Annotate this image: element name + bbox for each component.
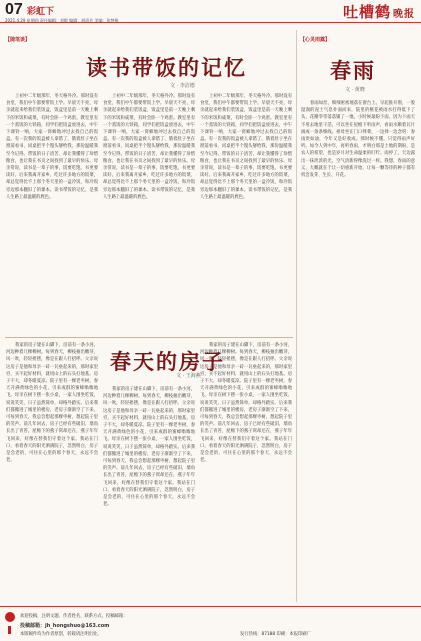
column-divider xyxy=(296,30,297,602)
column-tag-left: 【随笔谈】 xyxy=(5,37,31,43)
article-body-right: 春雨如丝，细细密密地落在窗台上。早起推开窗，一股湿润的泥土气息扑面而来，院里的桃花被雨水打得低下了头，花瓣零零落落铺了一地。小时候最盼下雨，因为下雨天不用去地里干活，可以坐在屋檐下听雨声，看雨水顺着瓦片滴成一条条细线。祖母坐在门口择菜，一边择一边念叨：春雨贵如油，今年又是好收成。那时候不懂，只觉得雨声好听。如今人到中年，再听春雨，才明白那是土地的期盼，是农人的希望，也是岁月对生命温柔的叮咛。雨停了，天边露出一抹淡淡的光，空气清新得像洗过一样。我想，春雨的意义，大概就在于让一切重新开始，让每一颗等待的种子都有机会发芽、生长、开花。 xyxy=(301,101,415,179)
article-title-right: 春雨 xyxy=(330,59,376,83)
page-number: 07 xyxy=(5,1,23,18)
date-line: 2021.4.29 星期四 责任编辑：刘敬 编辑：胡清芳 美编：张梦雅 xyxy=(5,18,119,23)
footer-notice: 欢迎投稿，注明文题、作者姓名、联系方式，投稿邮箱： xyxy=(20,614,128,619)
article-body-bottom-col2: 我家的房子建在山脚下，房前有一条小河，河边种着几棵柳树。每到春天，柳枝抽出嫩芽，风一吹，轻轻摇摆，像是在跟人打招呼。父亲说这房子是他和母亲一砖一瓦垒起来的，那时家里穷，买不起好材料，就用山上的石头打地基。房子不大，却冬暖夏凉。院子里有一棵老枣树，春天开满黄绿色的小花，引来成群的蜜蜂嗡嗡地飞。母亲在树下摆一张小桌，一家人围坐吃饭，说说笑笑，日子虽然简单，却格外踏实。后来我们都搬进了城里的楼房，老房子渐渐空了下来，可每到春天，我总会想起那棵枣树，想起院子里的笑声。前几年回去，房子已经有些破旧，墙角长出了青苔，屋檐下的燕子窝却还在，燕子年年飞回来，好像在替我们守着这个家。我站在门口，看着春天的阳光洒满院子，忽然明白，房子是会老的，可住在心里的那个春天，永远不会老。 xyxy=(103,387,195,508)
brand-logo: 吐槽鹤 晚报 xyxy=(342,3,415,21)
article-author-right: 文 · 黄晓 xyxy=(345,87,365,93)
footer-badge-icon xyxy=(5,612,15,622)
section-name: 彩虹下 xyxy=(27,7,55,17)
column-tag-right: 【心灵雨露】 xyxy=(300,37,331,43)
article-title-left: 读书带饭的记忆 xyxy=(86,56,247,80)
footer-banner xyxy=(0,606,421,641)
article-author-bottom: 文 · 王海燕 xyxy=(176,373,201,379)
article-body-left-col1: 上初中二年级那年，冬天格外冷。那时没有食堂，我们中午都要带饭上学。早晨天不亮，母亲就起来给我们装饭盒，饭盒里是前一天晚上剩下的米饭和咸菜，有时会卧一个鸡蛋。教室里有一个蒸饭的大铁箱，同学们把饭盒放进去，中午下课铃一响，大家一窝蜂地冲过去找自己的饭盒。有一次我的饭盒被人拿错了，饿着肚子坐在窗前看书，同桌把半个馒头掰给我，那份温暖我至今记得。带饭的日子清苦，却让我懂得了珍惜粮食，也让我在书页之间找到了最早的快乐。母亲常说，读书是一辈子的事，饭要吃饱，书更要读好。后来我离开家乡，吃过许多地方的饭菜，却总觉得比不上那个冬天里的一盒冷饭，和冷饭旁边那本翻旧了的课本。读书带饭的记忆，是我人生路上最温暖的底色。 xyxy=(6,94,98,200)
article-title-bottom: 春天的房子 xyxy=(110,350,225,374)
article-author-left: 文 · 李洁德 xyxy=(170,83,195,89)
article-body-bottom-col1: 我家的房子建在山脚下，房前有一条小河，河边种着几棵柳树。每到春天，柳枝抽出嫩芽，风一吹，轻轻摇摆，像是在跟人打招呼。父亲说这房子是他和母亲一砖一瓦垒起来的，那时家里穷，买不起好材料，就用山上的石头打地基。房子不大，却冬暖夏凉。院子里有一棵老枣树，春天开满黄绿色的小花，引来成群的蜜蜂嗡嗡地飞。母亲在树下摆一张小桌，一家人围坐吃饭，说说笑笑，日子虽然简单，却格外踏实。后来我们都搬进了城里的楼房，老房子渐渐空了下来，可每到春天，我总会想起那棵枣树，想起院子里的笑声。前几年回去，房子已经有些破旧，墙角长出了青苔，屋檐下的燕子窝却还在，燕子年年飞回来，好像在替我们守着这个家。我站在门口，看着春天的阳光洒满院子，忽然明白，房子是会老的，可住在心里的那个春天，永远不会老。 xyxy=(6,343,98,464)
article-body-left-col2: 上初中二年级那年，冬天格外冷。那时没有食堂，我们中午都要带饭上学。早晨天不亮，母亲就起来给我们装饭盒，饭盒里是前一天晚上剩下的米饭和咸菜，有时会卧一个鸡蛋。教室里有一个蒸饭的大铁箱，同学们把饭盒放进去，中午下课铃一响，大家一窝蜂地冲过去找自己的饭盒。有一次我的饭盒被人拿错了，饿着肚子坐在窗前看书，同桌把半个馒头掰给我，那份温暖我至今记得。带饭的日子清苦，却让我懂得了珍惜粮食，也让我在书页之间找到了最早的快乐。母亲常说，读书是一辈子的事，饭要吃饱，书更要读好。后来我离开家乡，吃过许多地方的饭菜，却总觉得比不上那个冬天里的一盒冷饭，和冷饭旁边那本翻旧了的课本。读书带饭的记忆，是我人生路上最温暖的底色。 xyxy=(103,94,195,200)
article-body-left-col3: 上初中二年级那年，冬天格外冷。那时没有食堂，我们中午都要带饭上学。早晨天不亮，母亲就起来给我们装饭盒，饭盒里是前一天晚上剩下的米饭和咸菜，有时会卧一个鸡蛋。教室里有一个蒸饭的大铁箱，同学们把饭盒放进去，中午下课铃一响，大家一窝蜂地冲过去找自己的饭盒。有一次我的饭盒被人拿错了，饿着肚子坐在窗前看书，同桌把半个馒头掰给我，那份温暖我至今记得。带饭的日子清苦，却让我懂得了珍惜粮食，也让我在书页之间找到了最早的快乐。母亲常说，读书是一辈子的事，饭要吃饱，书更要读好。后来我离开家乡，吃过许多地方的饭菜，却总觉得比不上那个冬天里的一盒冷饭，和冷饭旁边那本翻旧了的课本。读书带饭的记忆，是我人生路上最温暖的底色。 xyxy=(200,94,292,200)
footer-email[interactable]: 投稿邮箱：jh_hongshuo@163.com xyxy=(20,623,110,629)
mail-icon xyxy=(8,626,11,634)
article-body-bottom-col3: 我家的房子建在山脚下，房前有一条小河，河边种着几棵柳树。每到春天，柳枝抽出嫩芽，风一吹，轻轻摇摆，像是在跟人打招呼。父亲说这房子是他和母亲一砖一瓦垒起来的，那时家里穷，买不起好材料，就用山上的石头打地基。房子不大，却冬暖夏凉。院子里有一棵老枣树，春天开满黄绿色的小花，引来成群的蜜蜂嗡嗡地飞。母亲在树下摆一张小桌，一家人围坐吃饭，说说笑笑，日子虽然简单，却格外踏实。后来我们都搬进了城里的楼房，老房子渐渐空了下来，可每到春天，我总会想起那棵枣树，想起院子里的笑声。前几年回去，房子已经有些破旧，墙角长出了青苔，屋檐下的燕子窝却还在，燕子年年飞回来，好像在替我们守着这个家。我站在门口，看着春天的阳光洒满院子，忽然明白，房子是会老的，可住在心里的那个春天，永远不会老。 xyxy=(200,343,292,464)
page-header xyxy=(0,0,421,23)
footer-credit: 本版稿件均为作者原创，转载请注明出处。 xyxy=(20,632,102,637)
footer-print-line: 发行热线：87188 印刷：本报印刷厂 xyxy=(240,632,311,637)
section-divider xyxy=(5,337,293,338)
